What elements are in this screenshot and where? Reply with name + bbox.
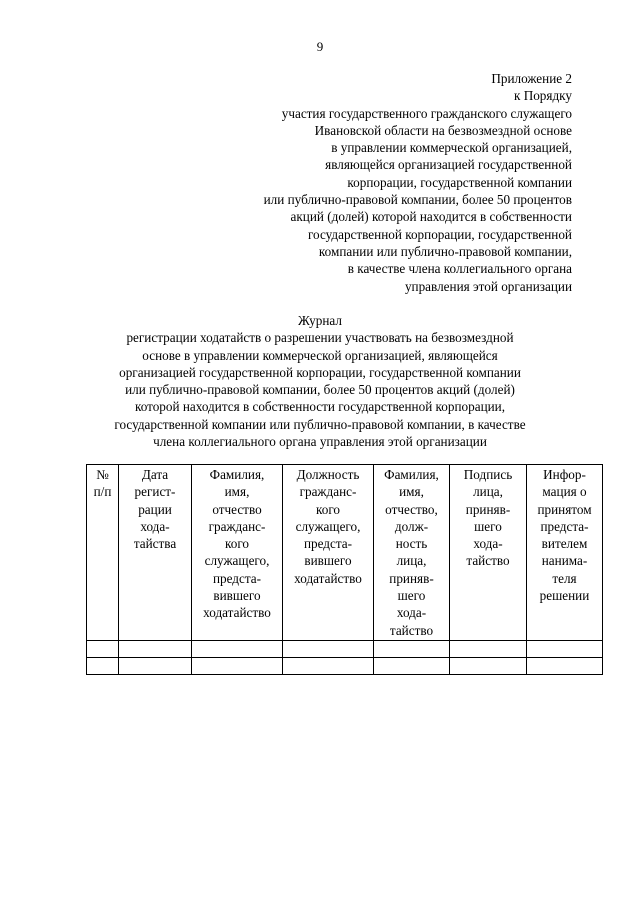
header-line: предста- [212,570,262,586]
header-line: долж- [394,518,429,534]
header-line: вителем [541,536,588,552]
header-line: хода- [473,536,503,552]
table-cell [374,640,450,657]
table-cell [527,657,603,674]
table-cell [192,657,283,674]
header-line: тайство [389,622,434,638]
journal-heading [60,312,580,450]
header-line: ходатайство [294,570,362,586]
table-cell [119,657,192,674]
table-cell [374,657,450,674]
table-row [87,640,603,657]
table-cell [119,640,192,657]
appendix-line: или публично-правовой компании, более 50 процентов [263,192,572,208]
header-line: отчество, [385,501,438,517]
column-header-receiver-signature [450,465,527,641]
column-header-decision-info [527,465,603,641]
header-line: тайства [133,536,177,552]
column-header-applicant-position [283,465,374,641]
appendix-line: в управлении коммерческой организацией, [331,140,572,156]
header-line: Инфор- [543,467,586,482]
header-line: приняв- [389,570,434,586]
journal-subtitle-line: регистрации ходатайств о разрешении участвовать на безвозмездной [126,330,514,346]
journal-subtitle-line: организацией государственной корпорации, государственной компании [119,364,521,380]
header-line: лица, [473,484,503,500]
registration-table [86,464,603,675]
journal-subtitle-line: или публично-правовой компании, более 50 процентов акций (долей) [125,382,515,398]
header-line: служащего, [204,553,270,569]
header-line: шего [474,518,502,534]
table-cell [283,657,374,674]
appendix-line: государственной корпорации, государственной [307,226,572,242]
header-line: ходатайство [203,605,271,621]
header-line: ность [395,536,428,552]
table-cell [450,640,527,657]
appendix-line: Ивановской области на безвозмездной основе [314,122,572,138]
table-cell [283,640,374,657]
column-header-receiver-name [374,465,450,641]
header-line: тайство [466,553,510,569]
table-cell [450,657,527,674]
header-line: лица, [396,553,427,569]
header-line: кого [224,536,249,552]
column-header-number [87,465,119,641]
appendix-line: акций (долей) которой находится в собственности [290,209,572,225]
table-header-row [87,465,603,641]
table-cell [192,640,283,657]
appendix-line: являющейся организацией государственной [325,157,572,173]
table-cell [87,640,119,657]
table-cell [527,640,603,657]
header-line: кого [315,501,340,517]
header-line: отчество [212,501,262,517]
header-line: решении [539,588,590,604]
header-line: Фамилия, [209,467,265,482]
header-line: предста- [303,536,353,552]
header-line: Подпись [463,467,513,482]
appendix-line: управления этой организации [404,278,572,294]
header-line: Фамилия, [384,467,439,482]
header-line: регист- [134,484,176,500]
appendix-line: к Порядку [513,88,572,104]
header-line: шего [397,588,426,604]
header-line: Дата [141,467,169,482]
header-line: принятом [537,501,592,517]
appendix-line: участия государственного гражданского служащего [281,105,572,121]
appendix-heading [152,70,572,295]
table-row [87,657,603,674]
journal-subtitle-line: основе в управлении коммерческой организацией, являющейся [142,347,498,363]
header-line: имя, [224,484,250,500]
journal-title: Журнал [298,313,342,328]
header-line: нанима- [541,553,588,569]
appendix-line: компании или публично-правовой компании, [318,243,572,259]
header-line: гражданс- [299,484,357,500]
header-line: Должность [296,467,360,482]
header-line: хода- [396,605,427,621]
journal-subtitle-line: которой находится в собственности государственной корпорации, [134,399,506,415]
journal-subtitle-line: государственной компании или публично-правовой компании, в качестве [114,416,526,432]
header-line: приняв- [465,501,511,517]
header-line: мация о [542,484,587,500]
appendix-line: корпорации, государственной компании [347,174,572,190]
journal-subtitle-line: члена коллегиального органа управления этой организации [153,434,487,450]
header-line: п/п [93,484,112,500]
appendix-line: в качестве члена коллегиального органа [347,261,572,277]
table-cell [87,657,119,674]
header-line: имя, [399,484,424,500]
column-header-applicant-name [192,465,283,641]
header-line: служащего, [295,518,361,534]
header-line: предста- [540,518,589,534]
page-number: 9 [316,39,324,54]
header-line: № [96,467,109,482]
header-line: гражданс- [208,518,266,534]
header-line: хода- [140,518,170,534]
column-header-registration-date [119,465,192,641]
header-line: вившего [213,588,261,604]
appendix-line: Приложение 2 [491,71,572,86]
header-line: вившего [304,553,352,569]
header-line: теля [552,570,577,586]
header-line: рации [138,501,172,517]
